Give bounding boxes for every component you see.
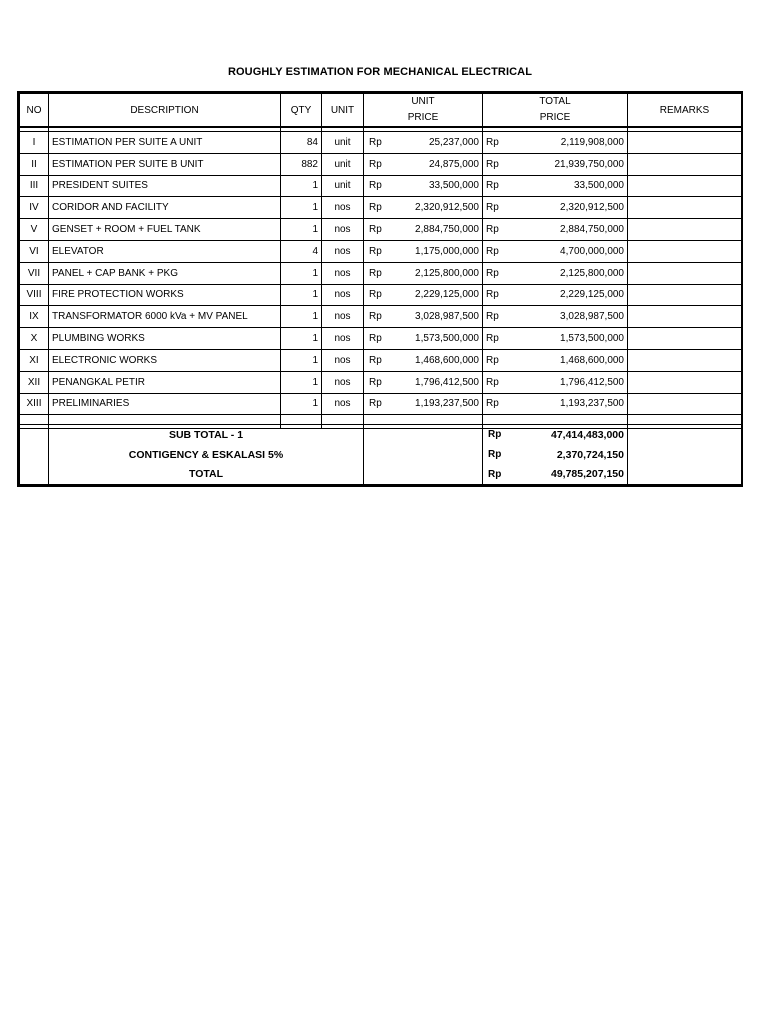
row-unit: nos: [322, 240, 364, 262]
row-unit-price-currency: Rp: [364, 393, 388, 415]
row-unit-price-currency: Rp: [364, 197, 388, 219]
row-unit-price: 2,229,125,000: [388, 284, 483, 306]
row-qty: 1: [281, 284, 322, 306]
row-description: ELEVATOR: [49, 240, 281, 262]
table-row: [20, 132, 742, 154]
row-qty: 1: [281, 219, 322, 241]
row-total-price-currency: Rp: [483, 219, 511, 241]
row-qty: 1: [281, 175, 322, 197]
row-unit-price: 1,796,412,500: [388, 371, 483, 393]
totals-unit-price-cell: [364, 425, 483, 445]
header-description: DESCRIPTION: [49, 94, 281, 127]
row-description: TRANSFORMATOR 6000 kVa + MV PANEL: [49, 306, 281, 328]
row-description: PRESIDENT SUITES: [49, 175, 281, 197]
row-unit-price-currency: Rp: [364, 262, 388, 284]
totals-value: 49,785,207,150: [513, 465, 628, 485]
table-row: [20, 393, 742, 415]
row-unit-price: 33,500,000: [388, 175, 483, 197]
totals-unit-price-cell: [364, 465, 483, 485]
row-no: II: [20, 153, 49, 175]
row-no: XIII: [20, 393, 49, 415]
row-total-price: 2,320,912,500: [511, 197, 628, 219]
table-row: [20, 240, 742, 262]
totals-value: 47,414,483,000: [513, 425, 628, 445]
totals-currency: Rp: [483, 465, 513, 485]
row-remarks: [628, 153, 742, 175]
row-unit-price: 3,028,987,500: [388, 306, 483, 328]
row-no: I: [20, 132, 49, 154]
row-unit-price: 1,193,237,500: [388, 393, 483, 415]
row-unit-price: 25,237,000: [388, 132, 483, 154]
row-unit: unit: [322, 153, 364, 175]
row-remarks: [628, 175, 742, 197]
row-total-price-currency: Rp: [483, 132, 511, 154]
table-header: [19, 93, 742, 127]
row-no: X: [20, 328, 49, 350]
row-unit-price: 24,875,000: [388, 153, 483, 175]
row-unit-price-currency: Rp: [364, 328, 388, 350]
row-total-price: 2,884,750,000: [511, 219, 628, 241]
totals-no-cell: [20, 445, 49, 465]
row-qty: 1: [281, 371, 322, 393]
totals-row: [20, 425, 742, 445]
row-description: PLUMBING WORKS: [49, 328, 281, 350]
table-row: [20, 328, 742, 350]
row-total-price: 4,700,000,000: [511, 240, 628, 262]
row-unit-price: 2,884,750,000: [388, 219, 483, 241]
row-remarks: [628, 306, 742, 328]
row-qty: 1: [281, 306, 322, 328]
row-unit: nos: [322, 371, 364, 393]
row-unit: nos: [322, 197, 364, 219]
row-qty: 1: [281, 328, 322, 350]
row-total-price: 3,028,987,500: [511, 306, 628, 328]
table-row: [20, 219, 742, 241]
row-unit: nos: [322, 219, 364, 241]
table-row: [20, 175, 742, 197]
row-total-price: 2,229,125,000: [511, 284, 628, 306]
row-remarks: [628, 197, 742, 219]
row-total-price-currency: Rp: [483, 175, 511, 197]
row-unit-price-currency: Rp: [364, 349, 388, 371]
header-total-price: TOTAL PRICE: [483, 94, 628, 127]
row-no: VI: [20, 240, 49, 262]
row-remarks: [628, 328, 742, 350]
row-no: III: [20, 175, 49, 197]
row-total-price: 21,939,750,000: [511, 153, 628, 175]
row-no: XI: [20, 349, 49, 371]
row-unit-price: 1,468,600,000: [388, 349, 483, 371]
row-total-price: 1,573,500,000: [511, 328, 628, 350]
row-unit: nos: [322, 262, 364, 284]
row-total-price-currency: Rp: [483, 349, 511, 371]
row-description: GENSET + ROOM + FUEL TANK: [49, 219, 281, 241]
row-total-price: 2,119,908,000: [511, 132, 628, 154]
row-unit-price-currency: Rp: [364, 175, 388, 197]
row-unit-price-currency: Rp: [364, 371, 388, 393]
row-no: V: [20, 219, 49, 241]
row-total-price: 1,193,237,500: [511, 393, 628, 415]
totals-label: SUB TOTAL - 1: [49, 425, 364, 445]
row-description: PENANGKAL PETIR: [49, 371, 281, 393]
row-unit-price: 2,125,800,000: [388, 262, 483, 284]
row-unit-price: 2,320,912,500: [388, 197, 483, 219]
row-remarks: [628, 240, 742, 262]
row-unit-price-currency: Rp: [364, 132, 388, 154]
row-unit-price: 1,175,000,000: [388, 240, 483, 262]
totals-unit-price-cell: [364, 445, 483, 465]
totals-no-cell: [20, 465, 49, 485]
row-total-price-currency: Rp: [483, 328, 511, 350]
row-total-price: 2,125,800,000: [511, 262, 628, 284]
table-row: [20, 349, 742, 371]
totals-value: 2,370,724,150: [513, 445, 628, 465]
row-total-price: 1,468,600,000: [511, 349, 628, 371]
row-unit: unit: [322, 175, 364, 197]
row-description: CORIDOR AND FACILITY: [49, 197, 281, 219]
row-qty: 1: [281, 197, 322, 219]
totals-label: TOTAL: [49, 465, 364, 485]
row-total-price-currency: Rp: [483, 371, 511, 393]
row-unit: nos: [322, 284, 364, 306]
sheet-title: ROUGHLY ESTIMATION FOR MECHANICAL ELECTRICAL: [227, 66, 533, 78]
row-description: ESTIMATION PER SUITE A UNIT: [49, 132, 281, 154]
row-qty: 1: [281, 393, 322, 415]
row-remarks: [628, 371, 742, 393]
totals-row: [20, 465, 742, 485]
row-unit: unit: [322, 132, 364, 154]
row-remarks: [628, 132, 742, 154]
row-unit: nos: [322, 328, 364, 350]
table-row: [20, 262, 742, 284]
estimation-table: [19, 127, 742, 429]
row-unit: nos: [322, 349, 364, 371]
row-unit-price-currency: Rp: [364, 153, 388, 175]
table-row: [20, 371, 742, 393]
row-total-price-currency: Rp: [483, 262, 511, 284]
totals-no-cell: [20, 425, 49, 445]
row-unit: nos: [322, 306, 364, 328]
row-remarks: [628, 393, 742, 415]
row-description: FIRE PROTECTION WORKS: [49, 284, 281, 306]
totals-remarks-cell: [628, 445, 742, 465]
row-remarks: [628, 349, 742, 371]
row-qty: 4: [281, 240, 322, 262]
header-no: NO: [20, 94, 49, 127]
header-qty: QTY: [281, 94, 322, 127]
row-qty: 1: [281, 262, 322, 284]
header-unit-price: UNIT PRICE: [364, 94, 483, 127]
totals-row: [20, 445, 742, 465]
row-qty: 882: [281, 153, 322, 175]
totals-label: CONTIGENCY & ESKALASI 5%: [49, 445, 364, 465]
row-description: PRELIMINARIES: [49, 393, 281, 415]
row-no: IX: [20, 306, 49, 328]
row-remarks: [628, 219, 742, 241]
row-no: VIII: [20, 284, 49, 306]
row-remarks: [628, 262, 742, 284]
totals-remarks-cell: [628, 465, 742, 485]
row-total-price: 1,796,412,500: [511, 371, 628, 393]
row-description: ESTIMATION PER SUITE B UNIT: [49, 153, 281, 175]
row-total-price: 33,500,000: [511, 175, 628, 197]
row-description: ELECTRONIC WORKS: [49, 349, 281, 371]
row-total-price-currency: Rp: [483, 197, 511, 219]
row-qty: 84: [281, 132, 322, 154]
row-unit-price: 1,573,500,000: [388, 328, 483, 350]
row-unit-price-currency: Rp: [364, 240, 388, 262]
row-unit-price-currency: Rp: [364, 284, 388, 306]
totals-block: [19, 424, 742, 485]
header-remarks: REMARKS: [628, 94, 742, 127]
row-remarks: [628, 284, 742, 306]
table-row: [20, 306, 742, 328]
row-no: IV: [20, 197, 49, 219]
table-row: [20, 197, 742, 219]
row-total-price-currency: Rp: [483, 306, 511, 328]
header-unit: UNIT: [322, 94, 364, 127]
totals-currency: Rp: [483, 425, 513, 445]
row-total-price-currency: Rp: [483, 240, 511, 262]
row-unit-price-currency: Rp: [364, 219, 388, 241]
row-no: VII: [20, 262, 49, 284]
totals-currency: Rp: [483, 445, 513, 465]
row-total-price-currency: Rp: [483, 153, 511, 175]
row-total-price-currency: Rp: [483, 393, 511, 415]
row-no: XII: [20, 371, 49, 393]
totals-remarks-cell: [628, 425, 742, 445]
row-total-price-currency: Rp: [483, 284, 511, 306]
row-unit-price-currency: Rp: [364, 306, 388, 328]
row-qty: 1: [281, 349, 322, 371]
row-unit: nos: [322, 393, 364, 415]
row-description: PANEL + CAP BANK + PKG: [49, 262, 281, 284]
table-row: [20, 153, 742, 175]
table-row: [20, 284, 742, 306]
